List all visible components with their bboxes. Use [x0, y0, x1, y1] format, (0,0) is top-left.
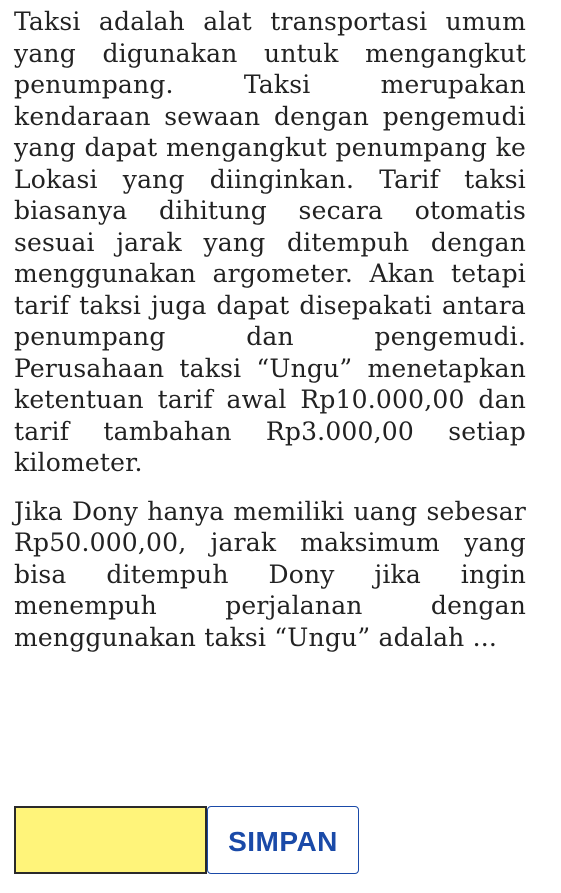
save-button[interactable]: SIMPAN — [207, 806, 359, 874]
answer-row — [14, 806, 359, 874]
question-paragraph-prompt: Jika Dony hanya memiliki uang sebesar Rp50.000,00, jarak maksimum yang bisa ditempuh Dony jika ingin menempuh perjalanan dengan menggunakan taksi “Ungu” adalah ... — [14, 496, 526, 652]
answer-input[interactable] — [14, 806, 207, 874]
question-text — [14, 6, 526, 653]
question-paragraph-context: Taksi adalah alat transportasi umum yang digunakan untuk mengangkut penumpang. Taksi merupakan kendaraan sewaan dengan pengemudi yang dapat mengangkut penumpang ke Lokasi yang diinginkan. Tarif taksi biasanya dihitung secara otomatis sesuai jarak yang ditempuh dengan menggunakan argometer. Akan tetapi tarif taksi juga dapat disepakati antara penumpang dan pengemudi. Perusahaan taksi “Ungu” menetapkan ketentuan tarif awal Rp10.000,00 dan tarif tambahan Rp3.000,00 setiap kilometer. — [14, 7, 526, 477]
